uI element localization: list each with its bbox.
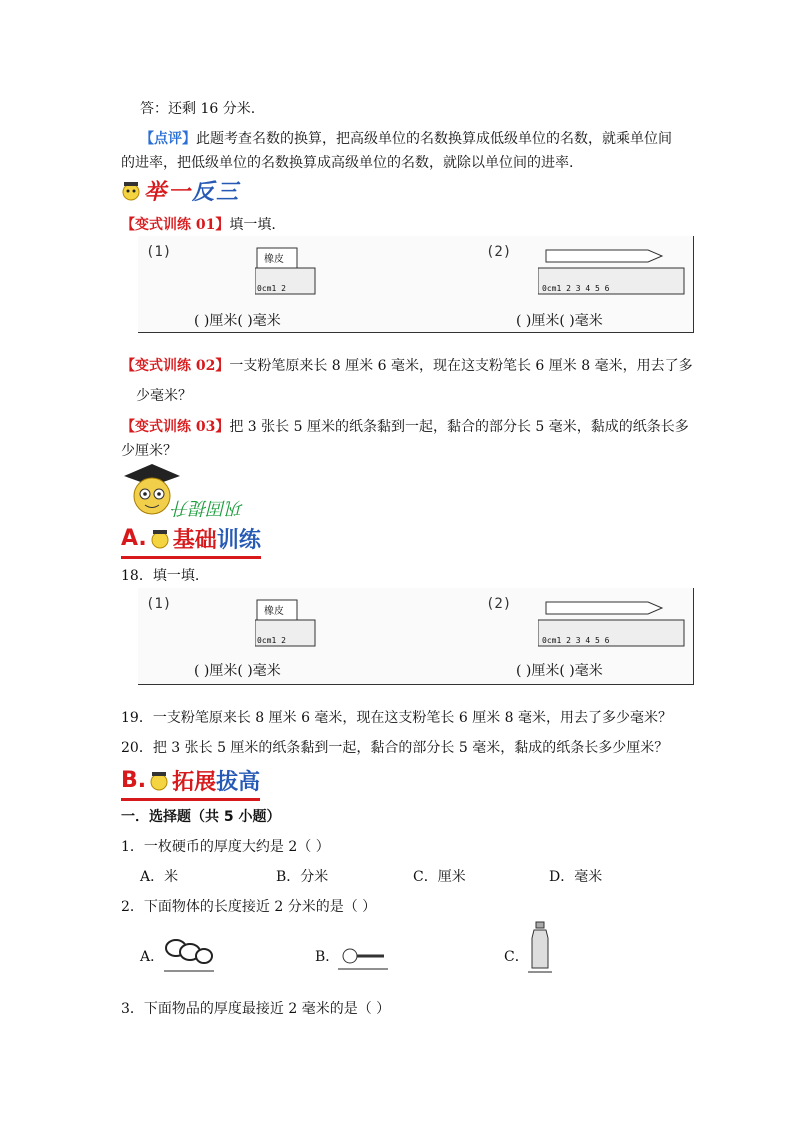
variant03-line-2: 少厘米？ — [121, 443, 177, 459]
ruler1-text: 0cm1 2 — [257, 284, 286, 293]
fig1-blank: ( )厘米( )毫米 — [194, 313, 281, 329]
juyi-heading — [118, 175, 240, 206]
variant02-text-1: 一支粉笔原来长 8 厘米 6 毫米，现在这支粉笔长 6 厘米 8 毫米，用去了多 — [229, 358, 693, 374]
candy-icon — [162, 934, 216, 974]
bottle-icon — [526, 920, 554, 974]
section-a-part1: 基础 — [172, 528, 217, 553]
variant02-tag: 【变式训练 02】 — [121, 358, 230, 374]
variant03-tag: 【变式训练 03】 — [121, 419, 230, 435]
variant02-line-1 — [121, 355, 693, 375]
c3-stem: 3．下面物品的厚度最接近 2 毫米的是（ ） — [121, 1001, 391, 1017]
c1-option-c: C．厘米 — [413, 869, 466, 885]
comment-tag: 【点评】 — [140, 131, 196, 147]
variant01-text: 填一填. — [229, 217, 276, 233]
section-b-letter: B. — [121, 768, 147, 793]
trophy-mascot-icon — [118, 178, 144, 204]
key-icon — [336, 944, 390, 972]
fig1-number: (1) — [146, 244, 172, 260]
trophy-mascot-icon — [146, 768, 172, 794]
c1-stem: 1．一枚硬币的厚度大约是 2（ ） — [121, 839, 330, 855]
q18-fig2-number: (2) — [486, 596, 512, 612]
variant02-line-2: 少毫米？ — [136, 388, 192, 404]
eraser-label: 橡皮 — [264, 254, 284, 265]
juyi-part1: 举一 — [144, 179, 193, 205]
juyi-heading-text — [144, 175, 240, 206]
fig2-blank: ( )厘米( )毫米 — [516, 313, 603, 329]
q18-figure — [138, 588, 694, 685]
c1-option-a: A．米 — [140, 869, 179, 885]
c2-stem: 2．下面物体的长度接近 2 分米的是（ ） — [121, 899, 377, 915]
c1-option-d: D．毫米 — [549, 869, 603, 885]
q18-fig1-blank: ( )厘米( )毫米 — [194, 663, 281, 679]
q18-ruler2-text: 0cm1 2 3 4 5 6 — [542, 636, 610, 645]
c1-option-b: B．分米 — [276, 869, 329, 885]
section-b-part1: 拓展 — [172, 770, 217, 795]
answer-line: 答：还剩 16 分米. — [140, 101, 256, 117]
q18-fig2-blank: ( )厘米( )毫米 — [516, 663, 603, 679]
variant01-figure — [138, 236, 694, 333]
variant01-line — [121, 214, 276, 234]
q20-line: 20．把 3 张长 5 厘米的纸条黏到一起，黏合的部分长 5 毫米，黏成的纸条长多少厘米？ — [121, 740, 669, 756]
section-b-part2: 拔高 — [216, 770, 261, 795]
fig2-number: (2) — [486, 244, 512, 260]
comment-line-1 — [140, 128, 672, 148]
variant03-line-1 — [121, 416, 689, 436]
q18-eraser-label: 橡皮 — [264, 606, 284, 617]
consolidate-tag: 巩固提升 — [172, 497, 244, 518]
c2-option-c: C． — [504, 949, 529, 965]
q19-line: 19．一支粉笔原来长 8 厘米 6 毫米，现在这支粉笔长 6 厘米 8 毫米，用去了多少毫米？ — [121, 710, 673, 726]
section-a-part2: 训练 — [216, 528, 261, 553]
juyi-part2: 反三 — [192, 179, 241, 205]
comment-line-2: 的进率，把低级单位的名数换算成高级单位的名数，就除以单位间的进率. — [121, 155, 574, 171]
variant01-tag: 【变式训练 01】 — [121, 217, 230, 233]
ruler2-text: 0cm1 2 3 4 5 6 — [542, 284, 610, 293]
q18-ruler1-text: 0cm1 2 — [257, 636, 286, 645]
section-a-heading — [121, 523, 261, 559]
c2-option-a: A． — [140, 949, 165, 965]
comment-text-1: 此题考查名数的换算，把高级单位的名数换算成低级单位的名数，就乘单位间 — [196, 131, 672, 147]
q18-fig1-number: (1) — [146, 596, 172, 612]
trophy-mascot-icon — [147, 526, 173, 552]
section-a-letter: A. — [121, 526, 147, 551]
choice-heading: 一．选择题（共 5 小题） — [121, 809, 281, 825]
section-b-heading — [121, 765, 260, 801]
c2-option-b: B． — [315, 949, 340, 965]
variant03-text-1: 把 3 张长 5 厘米的纸条黏到一起，黏合的部分长 5 毫米，黏成的纸条长多 — [229, 419, 689, 435]
q18-line: 18．填一填. — [121, 568, 200, 584]
